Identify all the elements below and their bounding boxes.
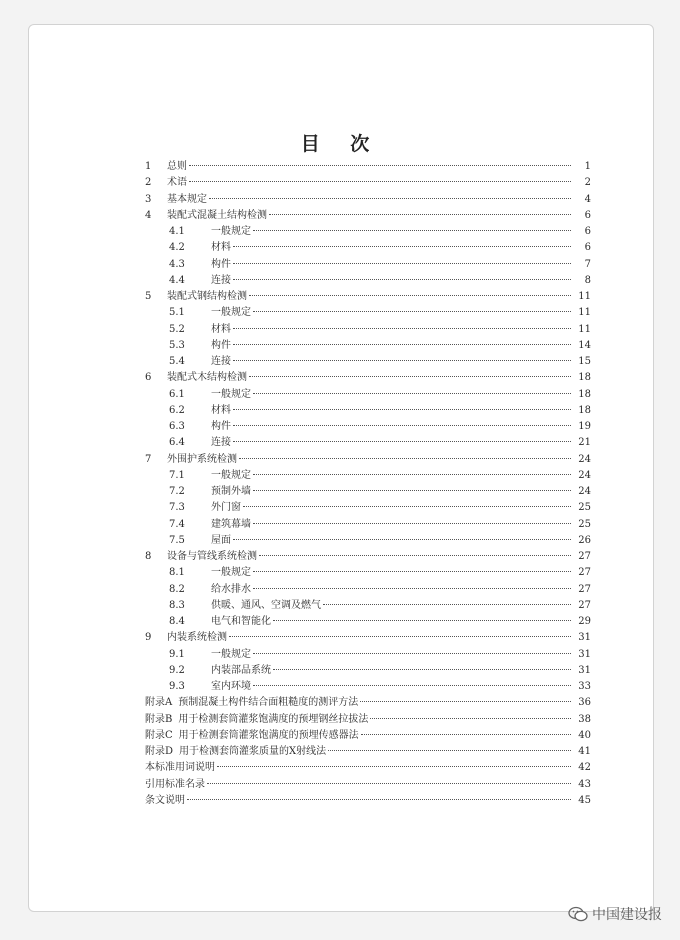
toc-entry-label: 装配式钢结构检测	[167, 291, 247, 302]
toc-entry-number: 9.1	[169, 648, 185, 660]
toc-entry	[145, 549, 591, 565]
toc-entry-page: 6	[584, 242, 591, 254]
toc-dot-leader	[328, 749, 571, 751]
toc-entry-label: 引用标准名录	[145, 778, 205, 790]
toc-entry	[145, 175, 591, 191]
toc-entry	[145, 598, 591, 614]
toc-entry-number: 8.4	[169, 616, 185, 627]
toc-entry-page: 8	[584, 274, 591, 286]
toc-entry	[145, 403, 591, 419]
toc-entry-number: 6	[145, 372, 152, 384]
toc-entry-number: 6.1	[169, 388, 185, 400]
toc-entry-number: 5.1	[169, 307, 185, 319]
toc-entry-page: 6	[584, 209, 591, 221]
toc-entry-number: 4.2	[169, 242, 185, 254]
toc-entry-label: 一般规定	[211, 388, 251, 400]
toc-dot-leader	[253, 229, 571, 231]
toc-dot-leader	[229, 635, 571, 637]
toc-dot-leader	[233, 359, 571, 361]
table-of-contents	[145, 159, 591, 809]
toc-dot-leader	[233, 424, 571, 426]
toc-entry-page: 11	[578, 323, 591, 335]
toc-entry-label: 内装部品系统	[211, 664, 271, 676]
toc-entry	[145, 257, 591, 273]
toc-entry-label: 本标准用词说明	[145, 762, 215, 774]
toc-entry-number: 6.4	[169, 437, 185, 449]
toc-entry-page: 18	[578, 404, 591, 416]
toc-dot-leader	[243, 505, 571, 507]
toc-entry-label: 用于检测套筒灌浆饱满度的预埋传感器法	[178, 729, 359, 741]
toc-dot-leader	[253, 489, 571, 491]
toc-entry-page: 4	[584, 193, 591, 205]
toc-dot-leader	[189, 180, 571, 182]
toc-entry-number: 1	[145, 161, 152, 172]
toc-entry-page: 43	[578, 778, 591, 790]
toc-entry-page: 27	[578, 567, 591, 579]
toc-dot-leader	[233, 245, 571, 247]
toc-entry-number: 7.2	[169, 486, 185, 497]
toc-entry-number: 4.1	[169, 226, 185, 237]
toc-entry	[145, 533, 591, 549]
page-title: 目 次	[300, 133, 382, 155]
toc-entry	[145, 614, 591, 630]
toc-entry-page: 26	[578, 534, 591, 546]
toc-entry-page: 25	[578, 502, 591, 514]
toc-entry-label: 一般规定	[211, 648, 251, 660]
toc-dot-leader	[253, 310, 571, 312]
toc-entry-label: 材料	[211, 404, 231, 416]
toc-dot-leader	[239, 457, 571, 459]
toc-entry-number: 4.4	[169, 274, 185, 286]
toc-entry-label: 构件	[211, 421, 231, 432]
toc-dot-leader	[323, 603, 571, 605]
toc-entry-number: 3	[145, 193, 152, 205]
toc-entry	[145, 565, 591, 581]
toc-dot-leader	[187, 798, 571, 800]
toc-dot-leader	[233, 327, 571, 329]
toc-entry-label: 供暖、通风、空调及燃气	[211, 599, 321, 611]
toc-entry-label: 一般规定	[211, 567, 251, 579]
toc-dot-leader	[273, 619, 571, 621]
toc-entry	[145, 322, 591, 338]
toc-entry-page: 18	[578, 388, 591, 400]
toc-entry-label: 一般规定	[211, 307, 251, 319]
toc-entry-number: 附录B	[145, 713, 173, 725]
toc-dot-leader	[207, 782, 571, 784]
watermark	[568, 904, 662, 924]
toc-entry	[145, 728, 591, 744]
toc-entry	[145, 338, 591, 354]
toc-entry-label: 一般规定	[211, 469, 251, 481]
toc-entry-label: 用于检测套筒灌浆质量的X射线法	[179, 746, 327, 757]
toc-entry-number: 7	[145, 453, 152, 465]
toc-entry-number: 5.4	[169, 356, 185, 367]
toc-entry	[145, 663, 591, 679]
toc-entry-label: 材料	[211, 242, 231, 254]
toc-dot-leader	[360, 700, 571, 702]
toc-entry	[145, 419, 591, 435]
toc-entry	[145, 273, 591, 289]
toc-entry	[145, 192, 591, 208]
toc-entry-label: 总则	[167, 161, 187, 172]
toc-dot-leader	[273, 668, 571, 670]
toc-entry-label: 建筑幕墙	[211, 518, 251, 530]
toc-entry-page: 27	[578, 599, 591, 611]
toc-entry-label: 连接	[211, 437, 231, 449]
toc-entry-number: 9.3	[169, 681, 185, 692]
toc-entry-page: 29	[578, 616, 591, 627]
toc-dot-leader	[249, 375, 571, 377]
toc-entry-page: 6	[584, 226, 591, 237]
toc-entry	[145, 305, 591, 321]
toc-entry-label: 内装系统检测	[167, 632, 227, 644]
toc-entry-page: 27	[578, 583, 591, 595]
toc-dot-leader	[253, 652, 571, 654]
toc-entry	[145, 793, 591, 809]
toc-entry	[145, 208, 591, 224]
toc-entry-number: 5.3	[169, 339, 185, 351]
toc-entry	[145, 354, 591, 370]
toc-entry	[145, 500, 591, 516]
toc-dot-leader	[269, 213, 571, 215]
toc-entry-number: 9.2	[169, 664, 185, 676]
toc-entry-label: 室内环境	[211, 681, 251, 692]
toc-entry-page: 36	[578, 697, 591, 709]
toc-entry-number: 5	[145, 291, 152, 302]
toc-entry-number: 4	[145, 209, 152, 221]
toc-entry-label: 术语	[167, 177, 187, 189]
toc-dot-leader	[233, 262, 571, 264]
toc-entry-label: 基本规定	[167, 193, 207, 205]
toc-entry-label: 用于检测套筒灌浆饱满度的预埋钢丝拉拔法	[178, 713, 369, 725]
toc-entry-label: 预制混凝土构件结合面粗糙度的测评方法	[178, 697, 359, 709]
toc-entry	[145, 435, 591, 451]
toc-entry-page: 25	[578, 518, 591, 530]
toc-dot-leader	[253, 684, 571, 686]
toc-entry	[145, 647, 591, 663]
toc-entry-label: 设备与管线系统检测	[167, 551, 257, 562]
toc-entry-page: 31	[578, 632, 591, 644]
toc-entry-number: 7.4	[169, 518, 185, 530]
toc-entry-page: 38	[578, 713, 591, 725]
toc-entry	[145, 159, 591, 175]
toc-entry	[145, 630, 591, 646]
toc-entry-label: 条文说明	[145, 794, 185, 806]
toc-entry-label: 装配式木结构检测	[167, 372, 247, 384]
toc-entry-number: 9	[145, 632, 152, 644]
toc-dot-leader	[253, 587, 571, 589]
toc-entry-page: 24	[578, 486, 591, 497]
toc-dot-leader	[253, 473, 571, 475]
toc-entry-label: 材料	[211, 323, 231, 335]
toc-entry	[145, 370, 591, 386]
toc-entry-number: 5.2	[169, 323, 185, 335]
toc-entry-number: 7.3	[169, 502, 185, 514]
toc-dot-leader	[253, 570, 571, 572]
toc-entry	[145, 744, 591, 760]
toc-entry	[145, 240, 591, 256]
toc-entry-number: 附录D	[145, 746, 174, 757]
toc-entry-label: 连接	[211, 356, 231, 367]
toc-entry-label: 连接	[211, 274, 231, 286]
toc-entry-label: 屋面	[211, 534, 231, 546]
toc-entry-page: 2	[584, 177, 591, 189]
toc-entry-number: 6.2	[169, 404, 185, 416]
toc-entry-number: 8.3	[169, 599, 185, 611]
toc-entry-number: 8.2	[169, 583, 185, 595]
toc-entry-page: 11	[578, 291, 591, 302]
toc-entry	[145, 517, 591, 533]
toc-entry	[145, 760, 591, 776]
toc-entry-label: 构件	[211, 258, 231, 270]
toc-entry-label: 一般规定	[211, 226, 251, 237]
toc-entry-number: 附录C	[145, 729, 173, 741]
toc-entry-label: 构件	[211, 339, 231, 351]
toc-entry-number: 附录A	[145, 697, 173, 709]
toc-entry-page: 45	[578, 794, 591, 806]
toc-entry-number: 7.5	[169, 534, 185, 546]
toc-entry-page: 7	[584, 258, 591, 270]
toc-entry-page: 41	[578, 746, 591, 757]
toc-entry	[145, 679, 591, 695]
toc-entry-page: 1	[584, 161, 591, 172]
toc-entry	[145, 777, 591, 793]
toc-entry-number: 8.1	[169, 567, 185, 579]
toc-entry-page: 33	[578, 681, 591, 692]
toc-dot-leader	[217, 765, 571, 767]
toc-dot-leader	[189, 164, 571, 166]
toc-entry-page: 19	[578, 421, 591, 432]
toc-dot-leader	[233, 440, 571, 442]
toc-entry	[145, 712, 591, 728]
toc-dot-leader	[233, 343, 571, 345]
toc-entry-label: 外围护系统检测	[167, 453, 237, 465]
toc-entry-label: 装配式混凝土结构检测	[167, 209, 267, 221]
toc-dot-leader	[253, 522, 571, 524]
toc-entry-page: 24	[578, 469, 591, 481]
toc-entry-number: 4.3	[169, 258, 185, 270]
toc-entry	[145, 582, 591, 598]
toc-entry-page: 40	[578, 729, 591, 741]
toc-dot-leader	[361, 733, 571, 735]
toc-entry-page: 27	[578, 551, 591, 562]
toc-dot-leader	[233, 538, 571, 540]
toc-dot-leader	[259, 554, 571, 556]
toc-entry-page: 31	[578, 664, 591, 676]
toc-entry-number: 2	[145, 177, 152, 189]
toc-entry-number: 7.1	[169, 469, 185, 481]
toc-dot-leader	[253, 392, 571, 394]
toc-entry	[145, 289, 591, 305]
toc-dot-leader	[209, 197, 571, 199]
toc-entry-page: 21	[578, 437, 591, 449]
wechat-icon	[568, 906, 588, 922]
document-page	[28, 24, 654, 912]
toc-entry	[145, 452, 591, 468]
toc-entry	[145, 695, 591, 711]
toc-entry-label: 电气和智能化	[211, 616, 271, 627]
toc-entry-page: 24	[578, 453, 591, 465]
toc-dot-leader	[249, 294, 571, 296]
toc-entry-page: 11	[578, 307, 591, 319]
toc-entry	[145, 468, 591, 484]
toc-entry-page: 42	[578, 762, 591, 774]
toc-dot-leader	[233, 278, 571, 280]
toc-entry-label: 给水排水	[211, 583, 251, 595]
toc-entry-page: 31	[578, 648, 591, 660]
toc-entry	[145, 484, 591, 500]
toc-entry-label: 外门窗	[211, 502, 241, 514]
toc-entry	[145, 387, 591, 403]
toc-entry-page: 14	[578, 339, 591, 351]
toc-entry-label: 预制外墙	[211, 486, 251, 497]
toc-entry-number: 8	[145, 551, 152, 562]
toc-dot-leader	[370, 717, 571, 719]
toc-dot-leader	[233, 408, 571, 410]
watermark-text: 中国建设报	[592, 907, 662, 923]
toc-entry-page: 15	[578, 356, 591, 367]
toc-entry	[145, 224, 591, 240]
toc-entry-number: 6.3	[169, 421, 185, 432]
toc-entry-page: 18	[578, 372, 591, 384]
